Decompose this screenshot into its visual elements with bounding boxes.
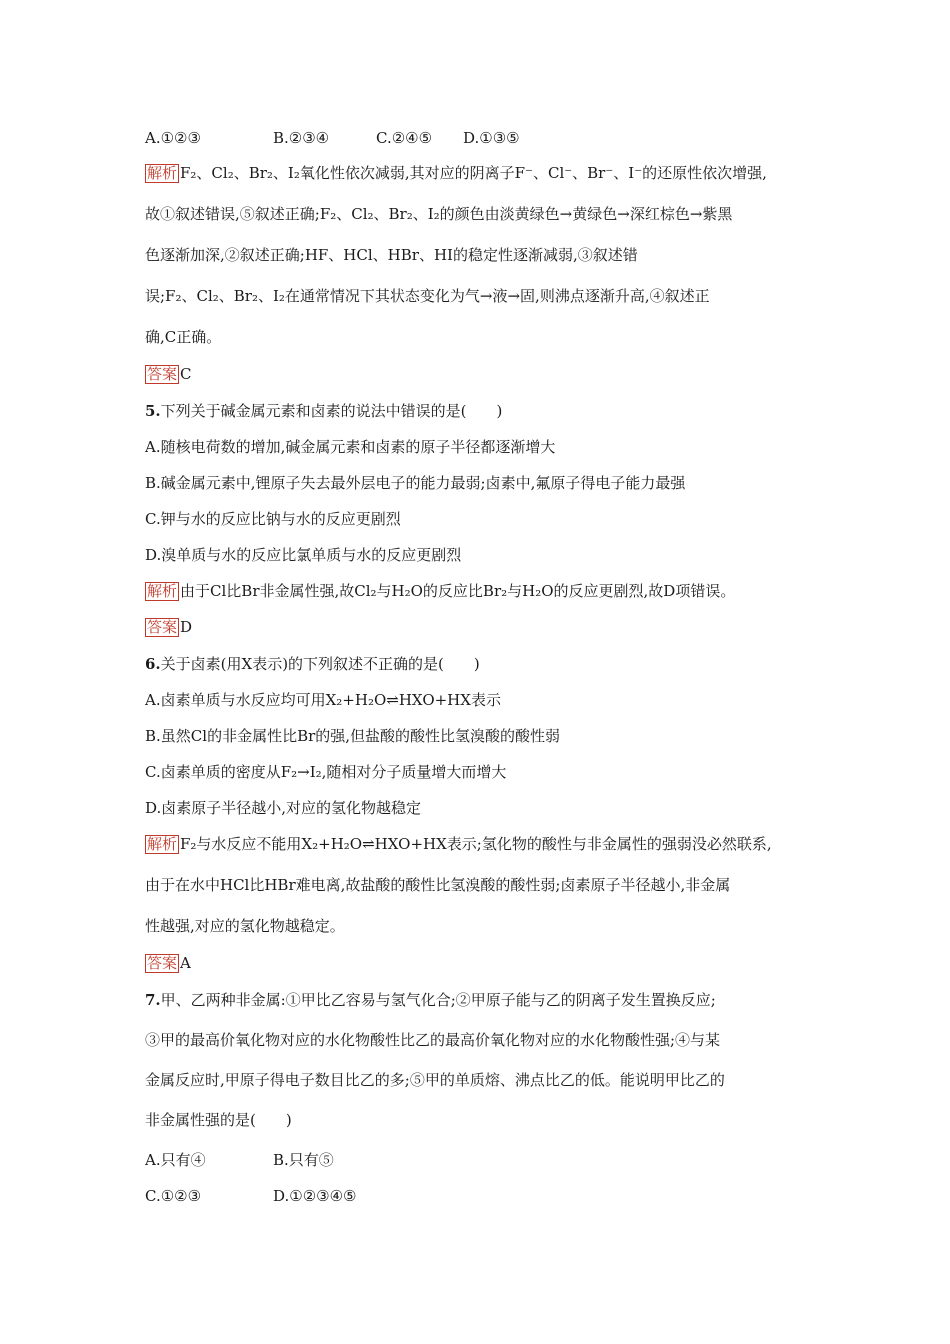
q5-option-c: C.钾与水的反应比钠与水的反应更剧烈 xyxy=(145,510,401,528)
q6-option-c: C.卤素单质的密度从F₂→I₂,随相对分子质量增大而增大 xyxy=(145,763,507,781)
q7-option-a: A.只有④ xyxy=(145,1151,206,1169)
answer-value: C xyxy=(180,365,192,383)
q4-analysis-line-1: 解析 F₂、Cl₂、Br₂、I₂氧化性依次减弱,其对应的阴离子F⁻、Cl⁻、Br⁻、I⁻的还原性依次增强, xyxy=(147,164,767,182)
question-number: 5. xyxy=(145,402,161,420)
analysis-tag: 解析 xyxy=(147,582,178,600)
q7-options-row-1 xyxy=(145,1150,334,1170)
q6-stem: 6.关于卤素(用X表示)的下列叙述不正确的是( ) xyxy=(145,655,480,673)
q6-option-a: A.卤素单质与水反应均可用X₂+H₂O⇌HXO+HX表示 xyxy=(145,691,501,709)
analysis-tag: 解析 xyxy=(147,835,178,853)
q4-answer xyxy=(145,364,192,384)
q4-option-c: C.②④⑤ xyxy=(376,129,433,147)
q7-stem-line-2: ③甲的最高价氧化物对应的水化物酸性比乙的最高价氧化物对应的水化物酸性强;④与某 xyxy=(145,1031,721,1049)
q5-option-d: D.溴单质与水的反应比氯单质与水的反应更剧烈 xyxy=(145,546,462,564)
q5-option-b: B.碱金属元素中,锂原子失去最外层电子的能力最弱;卤素中,氟原子得电子能力最强 xyxy=(145,474,686,492)
q7-options-row-2 xyxy=(145,1186,357,1206)
question-number: 6. xyxy=(145,655,161,673)
q7-option-d: D.①②③④⑤ xyxy=(273,1187,357,1205)
answer-value: D xyxy=(180,618,193,636)
q6-analysis-line-3: 性越强,对应的氢化物越稳定。 xyxy=(145,917,345,935)
q4-option-b: B.②③④ xyxy=(273,129,330,147)
q5-answer xyxy=(145,617,192,637)
answer-value: A xyxy=(180,954,191,972)
q7-stem-line-3: 金属反应时,甲原子得电子数目比乙的多;⑤甲的单质熔、沸点比乙的低。能说明甲比乙的 xyxy=(145,1071,725,1089)
q7-stem-line-1: 7.甲、乙两种非金属:①甲比乙容易与氢气化合;②甲原子能与乙的阴离子发生置换反应; xyxy=(145,991,716,1009)
q7-option-c: C.①②③ xyxy=(145,1187,202,1205)
q5-stem: 5.下列关于碱金属元素和卤素的说法中错误的是( ) xyxy=(145,402,503,420)
question-number: 7. xyxy=(145,991,161,1009)
q7-option-b: B.只有⑤ xyxy=(273,1151,334,1169)
q6-analysis-line-1: 解析 F₂与水反应不能用X₂+H₂O⇌HXO+HX表示;氢化物的酸性与非金属性的强弱没必然联系, xyxy=(147,835,772,853)
q4-analysis-line-3: 色逐渐加深,②叙述正确;HF、HCl、HBr、HI的稳定性逐渐减弱,③叙述错 xyxy=(145,246,638,264)
q7-stem-line-4: 非金属性强的是( ) xyxy=(145,1111,292,1129)
q4-analysis-line-4: 误;F₂、Cl₂、Br₂、I₂在通常情况下其状态变化为气→液→固,则沸点逐渐升高,④叙述正 xyxy=(145,287,710,305)
q6-option-d: D.卤素原子半径越小,对应的氢化物越稳定 xyxy=(145,799,422,817)
answer-tag: 答案 xyxy=(147,954,178,972)
q6-analysis-line-2: 由于在水中HCl比HBr难电离,故盐酸的酸性比氢溴酸的酸性弱;卤素原子半径越小,非金属 xyxy=(145,876,731,894)
answer-tag: 答案 xyxy=(147,365,178,383)
q5-analysis: 解析 由于Cl比Br非金属性强,故Cl₂与H₂O的反应比Br₂与H₂O的反应更剧烈,故D项错误。 xyxy=(147,582,736,600)
q6-answer xyxy=(145,953,191,973)
q5-option-a: A.随核电荷数的增加,碱金属元素和卤素的原子半径都逐渐增大 xyxy=(145,438,556,456)
q4-option-d: D.①③⑤ xyxy=(463,129,520,147)
q4-analysis-line-5: 确,C正确。 xyxy=(145,328,222,346)
q4-analysis-line-2: 故①叙述错误,⑤叙述正确;F₂、Cl₂、Br₂、I₂的颜色由淡黄绿色→黄绿色→深红棕色→紫黑 xyxy=(145,205,733,223)
analysis-tag: 解析 xyxy=(147,164,178,182)
q6-option-b: B.虽然Cl的非金属性比Br的强,但盐酸的酸性比氢溴酸的酸性弱 xyxy=(145,727,561,745)
q4-option-a: A.①②③ xyxy=(145,129,201,147)
answer-tag: 答案 xyxy=(147,618,178,636)
q4-options xyxy=(145,128,520,148)
